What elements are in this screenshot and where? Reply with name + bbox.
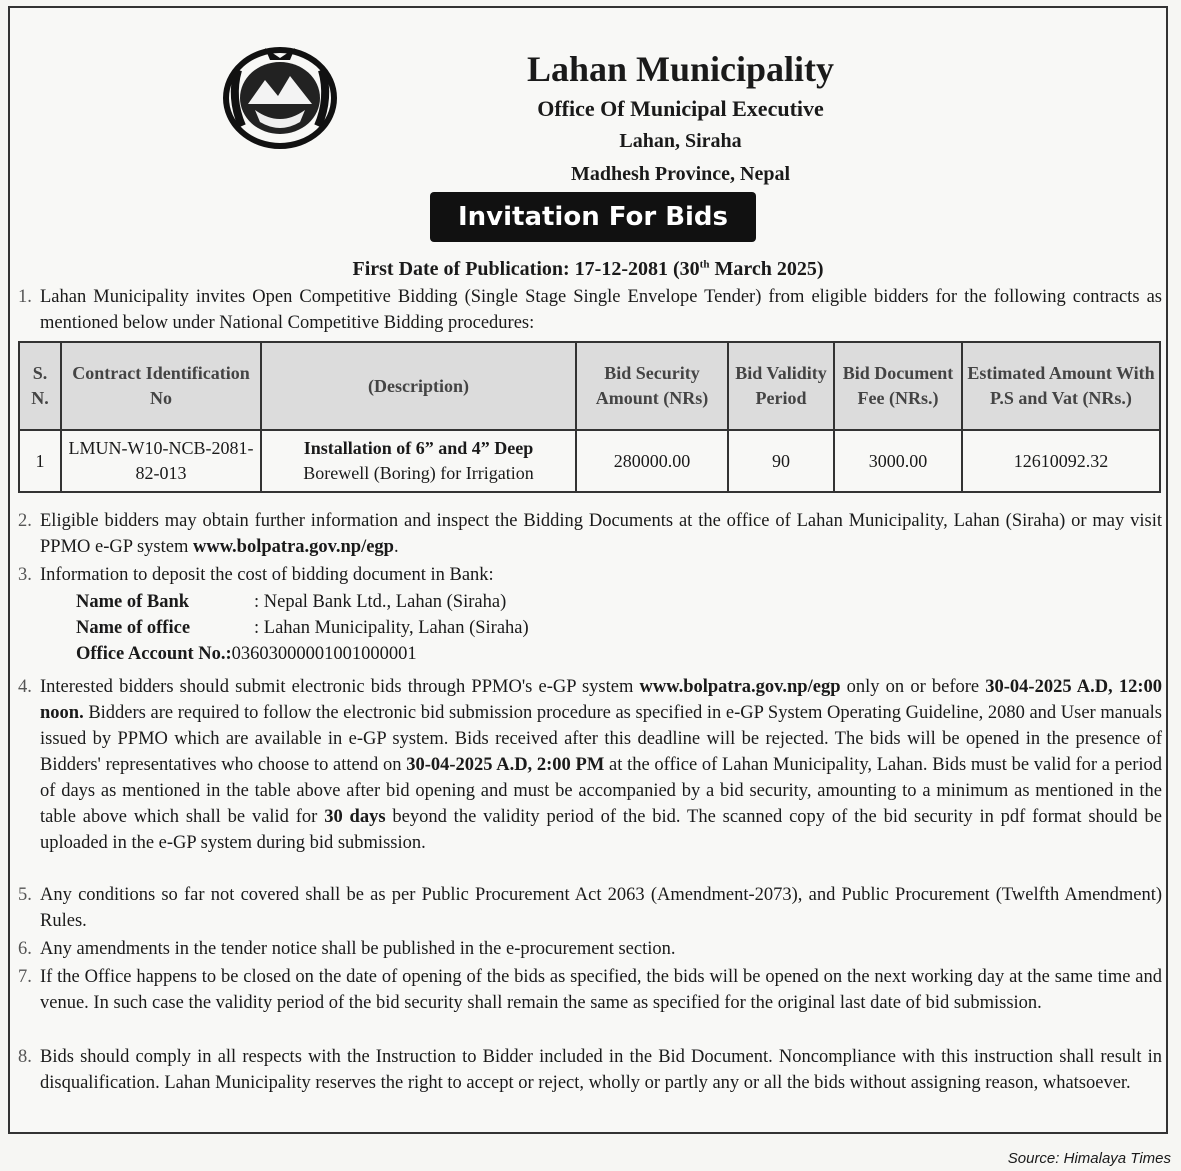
municipality-title: Lahan Municipality	[526, 49, 835, 89]
contracts-table	[18, 341, 1161, 493]
cell-estimated: 12610092.32	[962, 430, 1160, 492]
clause-3: 3. Information to deposit the cost of bidding document in Bank:	[40, 562, 1162, 588]
table-row	[19, 430, 1160, 492]
clause-number: 1.	[18, 287, 32, 307]
publication-date: First Date of Publication: 17-12-2081 (30th March 2025)	[352, 258, 824, 280]
invitation-banner: Invitation For Bids	[430, 192, 756, 242]
bank-details	[76, 592, 529, 670]
bank-name-row: Name of Bank : Nepal Bank Ltd., Lahan (Siraha)	[76, 592, 507, 612]
clause-number: 7.	[18, 967, 32, 987]
submission-deadline: 30-04-2025 A.D, 12:00 noon.	[40, 677, 1162, 723]
cell-bid-security: 280000.00	[576, 430, 728, 492]
office-name-row: Name of office : Lahan Municipality, Lahan (Siraha)	[76, 618, 529, 638]
source-credit: Source: Himalaya Times	[1007, 1150, 1171, 1167]
cell-description: Installation of 6” and 4” Deep Borewell (Boring) for Irrigation	[261, 430, 576, 492]
col-doc-fee: Bid Document Fee (NRs.)	[834, 342, 962, 430]
clause-6: 6. Any amendments in the tender notice shall be published in the e-procurement section.	[40, 936, 1162, 962]
egp-link[interactable]: www.bolpatra.gov.np/egp	[193, 537, 394, 557]
clause-2: 2. Eligible bidders may obtain further information and inspect the Bidding Documents at the office of Lahan Municipality, Lahan (Siraha) or may visit PPMO e-GP system www.bolpatra.gov.np/egp.	[40, 508, 1162, 560]
clause-8: 8. Bids should comply in all respects with the Instruction to Bidder included in the Bid Document. Noncompliance with this instruction shall result in disqualification. Lahan Municipality reserves the right to accept or reject, wholly or partly any or all the bids without assigning reason, whatsoever.	[40, 1044, 1162, 1096]
col-description: (Description)	[261, 342, 576, 430]
clause-number: 8.	[18, 1047, 32, 1067]
clause-1	[18, 284, 1162, 336]
notice-page	[8, 6, 1168, 1134]
clause-number: 6.	[18, 939, 32, 959]
clause-4: 4. Interested bidders should submit electronic bids through PPMO's e-GP system www.bolpatra.gov.np/egp only on or before 30-04-2025 A.D, 12:00 noon. Bidders are required to follow the electronic bid submission procedure as specified in e-GP System Operating Guideline, 2080 and User manuals issued by PPMO which are available in e-GP system. Bids received after this deadline will be rejected. The bids will be opened in the presence of Bidders' representatives who choose to attend on 30-04-2025 A.D, 2:00 PM at the office of Lahan Municipality, Lahan. Bids must be valid for a period of days as mentioned in the table above after bid opening and must be accompanied by a bid security, amounting to a minimum as mentioned in the table above which shall be valid for 30 days beyond the validity period of the bid. The scanned copy of the bid security in pdf format should be uploaded in the e-GP system during bid submission.	[40, 674, 1162, 856]
col-estimated: Estimated Amount With P.S and Vat (NRs.)	[962, 342, 1160, 430]
clause-number: 3.	[18, 565, 32, 585]
cell-doc-fee: 3000.00	[834, 430, 962, 492]
egp-link[interactable]: www.bolpatra.gov.np/egp	[639, 677, 841, 697]
province: Madhesh Province, Nepal	[570, 163, 791, 185]
cell-contract-no: LMUN-W10-NCB-2081-82-013	[61, 430, 261, 492]
clause-number: 4.	[18, 677, 32, 697]
office-name: Office Of Municipal Executive	[537, 96, 824, 121]
opening-time: 30-04-2025 A.D, 2:00 PM	[406, 755, 605, 775]
clause-number: 2.	[18, 511, 32, 531]
cell-validity: 90	[728, 430, 834, 492]
clause-5: 5. Any conditions so far not covered shall be as per Public Procurement Act 2063 (Amendment-2073), and Public Procurement (Twelfth Amendment) Rules.	[40, 882, 1162, 934]
col-contract-no: Contract Identification No	[61, 342, 261, 430]
cell-sn: 1	[19, 430, 61, 492]
account-row: Office Account No.: 03603000001001000001	[76, 644, 417, 664]
col-validity: Bid Validity Period	[728, 342, 834, 430]
col-sn: S. N.	[19, 342, 61, 430]
table-header-row	[19, 342, 1160, 430]
location: Lahan, Siraha	[619, 130, 742, 152]
clause-number: 5.	[18, 885, 32, 905]
clause-7: 7. If the Office happens to be closed on the date of opening of the bids as specified, the bids will be opened on the next working day at the same time and venue. In such case the validity period of the bid security shall remain the same as specified for the original last date of bid submission.	[40, 964, 1162, 1016]
col-bid-security: Bid Security Amount (NRs)	[576, 342, 728, 430]
clause-text: Lahan Municipality invites Open Competitive Bidding (Single Stage Single Envelope Tender) from eligible bidders for the following contracts as mentioned below under National Competitive Bidding procedures:	[40, 287, 1162, 333]
